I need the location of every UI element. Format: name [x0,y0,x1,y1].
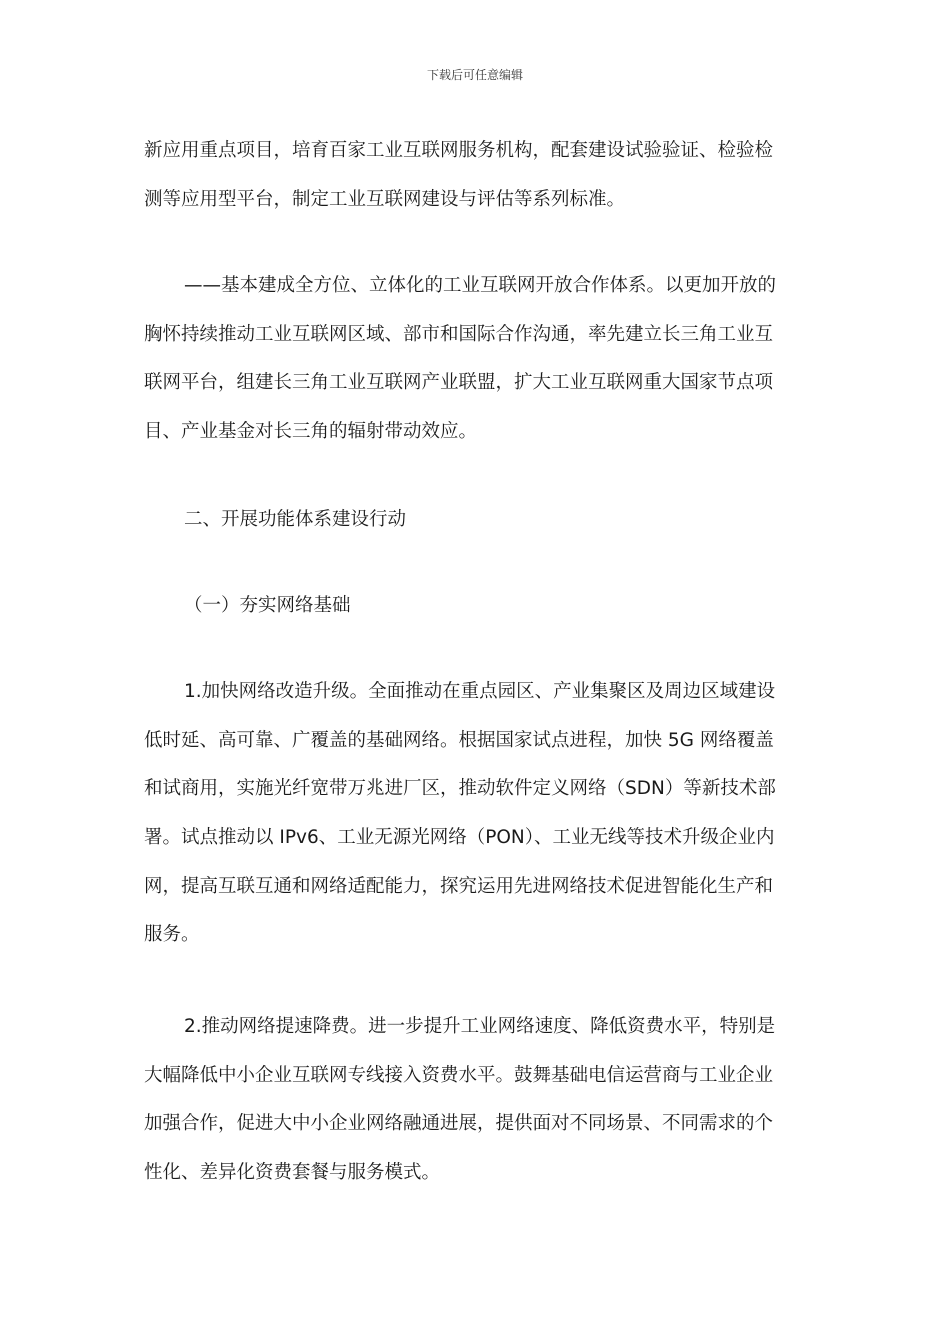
text-line: 低时延、高可靠、广覆盖的基础网络。根据国家试点进程，加快 5G 网络覆盖 [144,729,774,751]
text-line: ——基本建成全方位、立体化的工业互联网开放合作体系。以更加开放的 [184,275,777,296]
text-line: 新应用重点项目，培育百家工业互联网服务机构，配套建设试验验证、检验检 [144,140,774,161]
text-line: 网，提高互联互通和网络适配能力，探究运用先进网络技术促进智能化生产和 [144,875,774,897]
text-line: 加强合作，促进大中小企业网络融通进展，提供面对不同场景、不同需求的个 [144,1113,774,1135]
paragraph-continuation [144,127,806,224]
text-line: 联网平台，组建长三角工业互联网产业联盟，扩大工业互联网重大国家节点项 [144,372,774,394]
subsection-heading [144,582,806,631]
paragraph-open-cooperation [144,262,806,457]
text-line: 服务。 [144,924,200,946]
text-line: 性化、差异化资费套餐与服务模式。 [144,1162,441,1184]
text-line: 大幅降低中小企业互联网专线接入资费水平。鼓舞基础电信运营商与工业企业 [144,1064,774,1086]
paragraph-network-upgrade [144,668,806,960]
text-line: 胸怀持续推动工业互联网区域、部市和国际合作沟通，率先建立长三角工业互 [144,323,774,345]
text-line: 测等应用型平台，制定工业互联网建设与评估等系列标准。 [144,188,626,210]
text-line: 署。试点推动以 IPv6、工业无源光网络（PON）、工业无线等技术升级企业内 [144,827,775,849]
text-line: （一）夯实网络基础 [184,595,351,616]
text-line: 和试商用，实施光纤宽带万兆进厂区，推动软件定义网络（SDN）等新技术部 [144,778,776,800]
page-header: 下载后可任意编辑 [426,68,523,82]
text-line: 二、开展功能体系建设行动 [184,509,407,530]
text-line: 目、产业基金对长三角的辐射带动效应。 [144,421,478,443]
section-heading [144,496,806,545]
text-line: 1.加快网络改造升级。全面推动在重点园区、产业集聚区及周边区域建设 [184,681,776,702]
text-line: 2.推动网络提速降费。进一步提升工业网络速度、降低资费水平，特别是 [184,1016,776,1037]
paragraph-speed-up-lower-fees [144,1003,806,1198]
